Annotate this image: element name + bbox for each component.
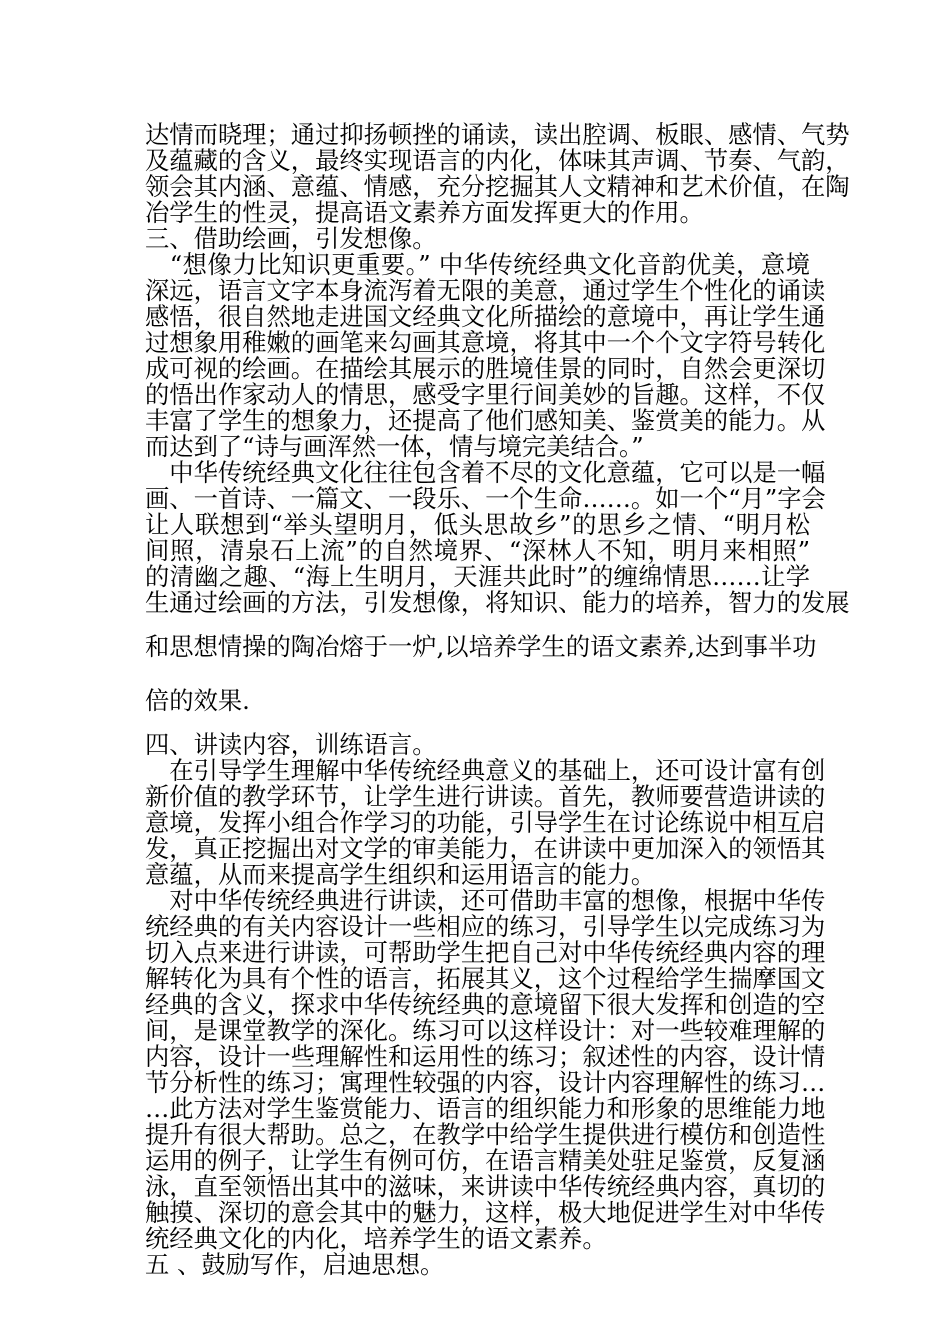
text-line: 中华传统经典文化往往包含着不尽的文化意蕴，它可以是一幅 (145, 458, 826, 487)
text-line: 成可视的绘画。在描绘其展示的胜境佳景的同时，自然会更深切 (145, 354, 826, 383)
text-line: 统经典的有关内容设计一些相应的练习，引导学生以完成练习为 (145, 912, 826, 941)
text-line: 泳，直至领悟出其中的滋味，来讲读中华传统经典内容，真切的 (145, 1172, 826, 1201)
text-line: 冶学生的性灵，提高语文素养方面发挥更大的作用。 (145, 198, 704, 227)
text-line: 意蕴，从而来提高学生组织和运用语言的能力。 (145, 860, 656, 889)
text-line: 意境，发挥小组合作学习的功能，引导学生在讨论练说中相互启 (145, 808, 826, 837)
paragraph-guided-reading (145, 756, 826, 889)
paragraph-cultural-connotation (145, 458, 850, 715)
text-line: 对中华传统经典进行讲读，还可借助丰富的想像，根据中华传 (145, 886, 826, 915)
text-line: 间照，清泉石上流”的自然境界、“深林人不知，明月来相照” (145, 536, 810, 565)
text-line: 运用的例子，让学生有例可仿，在语言精美处驻足鉴赏，反复涵 (145, 1146, 826, 1175)
text-line: 过想象用稚嫩的画笔来勾画其意境，将其中一个个文字符号转化 (145, 328, 826, 357)
text-line: 及蕴藏的含义，最终实现语言的内化，体味其声调、节奏、气韵， (145, 146, 850, 175)
text-line: 感悟，很自然地走进国文经典文化所描绘的意境中，再让学生通 (145, 302, 826, 331)
text-line: 深远，语言文字本身流泻着无限的美意，通过学生个性化的诵读 (145, 276, 826, 305)
text-line: 和思想情操的陶冶熔于一炉,以培养学生的语文素养,达到事半功 (145, 632, 817, 661)
text-line: 新价值的教学环节，让学生进行讲读。首先，教师要营造讲读的 (145, 782, 826, 811)
text-line: 间，是课堂教学的深化。练习可以这样设计：对一些较难理解的 (145, 1016, 826, 1045)
section-heading-3: 三、借助绘画，引发想像。 (145, 224, 437, 253)
document-page (145, 120, 850, 1279)
paragraph-recitation-end (145, 120, 850, 227)
text-line: 生通过绘画的方法，引发想像，将知识、能力的培养，智力的发展 (145, 588, 850, 617)
text-line: 解转化为具有个性的语言，拓展其义，这个过程给学生揣摩国文 (145, 964, 826, 993)
text-line: 内容，设计一些理解性和运用性的练习；叙述性的内容，设计情 (145, 1042, 826, 1071)
text-line: 丰富了学生的想象力，还提高了他们感知美、鉴赏美的能力。从 (145, 406, 826, 435)
text-line: 的清幽之趣、“海上生明月，天涯共此时”的缠绵情思……让学 (145, 562, 810, 591)
paragraph-imagination-quote (145, 250, 826, 461)
paragraph-exercises (145, 886, 826, 1253)
text-line: 统经典文化的内化，培养学生的语文素养。 (145, 1224, 607, 1253)
text-line: 画、一首诗、一篇文、一段乐、一个生命……。如一个“月”字会 (145, 484, 826, 513)
text-line: 节分析性的练习；寓理性较强的内容，设计内容理解性的练习… (145, 1068, 826, 1097)
text-line: 的悟出作家动人的情思，感受字里行间美妙的旨趣。这样，不仅 (145, 380, 826, 409)
text-line: 经典的含义，探求中华传统经典的意境留下很大发挥和创造的空 (145, 990, 826, 1019)
text-line: 达情而晓理；通过抑扬顿挫的诵读，读出腔调、板眼、感情、气势 (145, 120, 850, 149)
text-line: 触摸、深切的意会其中的魅力，这样，极大地促进学生对中华传 (145, 1198, 826, 1227)
text-line: 提升有很大帮助。总之，在教学中给学生提供进行模仿和创造性 (145, 1120, 826, 1149)
text-line: 在引导学生理解中华传统经典意义的基础上，还可设计富有创 (145, 756, 826, 785)
section-heading-5: 五 、鼓励写作，启迪思想。 (145, 1250, 445, 1279)
text-line: 切入点来进行讲读，可帮助学生把自己对中华传统经典内容的理 (145, 938, 826, 967)
text-line: “想像力比知识更重要。” 中华传统经典文化音韵优美，意境 (145, 250, 810, 279)
text-line: 而达到了“诗与画浑然一体，情与境完美结合。” (145, 432, 644, 461)
text-line: 倍的效果. (145, 686, 250, 715)
text-line: 发，真正挖掘出对文学的审美能力，在讲读中更加深入的领悟其 (145, 834, 826, 863)
text-line: 让人联想到“举头望明月，低头思故乡”的思乡之情、“明月松 (145, 510, 810, 539)
text-line: …此方法对学生鉴赏能力、语言的组织能力和形象的思维能力地 (145, 1094, 826, 1123)
section-heading-4: 四、讲读内容，训练语言。 (145, 730, 437, 759)
text-line: 领会其内涵、意蕴、情感，充分挖掘其人文精神和艺术价值，在陶 (145, 172, 850, 201)
